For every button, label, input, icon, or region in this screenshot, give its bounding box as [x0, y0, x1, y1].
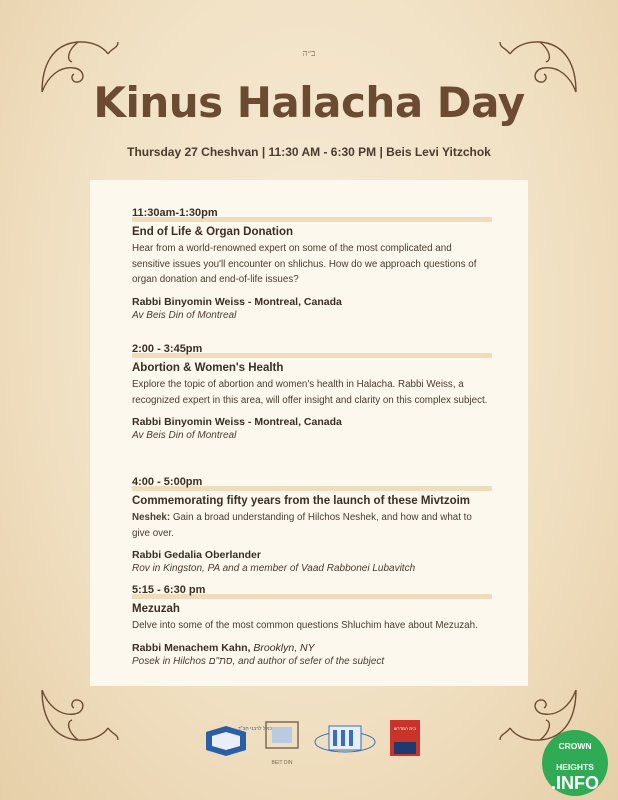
session-speaker: Rabbi Binyomin Weiss - Montreal, Canada — [132, 416, 342, 428]
bh-mark: ב״ה — [302, 49, 316, 59]
session-speaker: Rabbi Menachem Kahn, Brooklyn, NY — [132, 641, 315, 654]
corner-ornament-bottom-left — [38, 686, 122, 746]
neshek-text: Gain a broad understanding of Hilchos Neshek, and how and what to give over. — [132, 512, 472, 539]
crown-heights-info-badge[interactable] — [542, 730, 608, 796]
session-time: 2:00 - 3:45pm — [132, 343, 492, 357]
speaker-role: Rov in Kingston, PA and a member of Vaad Rabbonei Lubavitch — [132, 563, 416, 574]
session-description: Hear from a world-renowned expert on some of the most complicated and sensitive issues you'll encounter on shlichus. How do we approach questions of organ donation and end-of-life issues? — [132, 243, 477, 285]
schedule-card — [90, 180, 528, 686]
session-title: Commemorating fifty years from the launch of these Mivtzoim — [132, 495, 471, 507]
page-title: Kinus Halacha Day — [93, 78, 525, 127]
speaker-role: Posek in Hilchos סת"ם, and author of sefer of the subject — [132, 655, 385, 667]
logo-beis-hamidrash-text: בית המדרש — [393, 726, 417, 731]
badge-line-2: HEIGHTS — [556, 762, 594, 772]
logo-kollel-text: כולל לרבני חב"ד — [237, 726, 272, 732]
session-description: Explore the topic of abortion and women's health in Halacha. Rabbi Weiss, a recognized expert in this area, will offer insight and clarity on this complex subject. — [132, 379, 488, 406]
session-title: End of Life & Organ Donation — [132, 226, 293, 238]
session-3 — [132, 476, 492, 574]
session-time: 11:30am-1:30pm — [132, 207, 492, 221]
logo-beit-din — [262, 718, 302, 758]
session-title: Mezuzah — [132, 603, 180, 615]
neshek-label: Neshek: — [132, 512, 171, 523]
session-4 — [132, 584, 492, 667]
session-description: Delve into some of the most common questions Shluchim have about Mezuzah. — [132, 620, 478, 631]
speaker-role: Av Beis Din of Montreal — [132, 309, 237, 321]
logo-beit-din-text: BEIT DIN — [271, 760, 293, 766]
session-title: Abortion & Women's Health — [132, 362, 284, 374]
session-time: 4:00 - 5:00pm — [132, 476, 492, 490]
session-1 — [132, 207, 492, 321]
logo-building — [313, 718, 377, 758]
logo-beis-hamidrash — [388, 718, 422, 758]
badge-line-3: .INFO — [551, 773, 599, 793]
session-speaker: Rabbi Gedalia Oberlander — [132, 549, 261, 561]
session-speaker: Rabbi Binyomin Weiss - Montreal, Canada — [132, 295, 342, 308]
session-description — [132, 510, 492, 541]
speaker-role: Av Beis Din of Montreal — [132, 430, 237, 441]
session-2 — [132, 343, 492, 441]
badge-line-1: CROWN — [558, 741, 592, 751]
logo-kollel — [202, 718, 250, 758]
session-time: 5:15 - 6:30 pm — [132, 584, 492, 598]
event-details: Thursday 27 Cheshvan | 11:30 AM - 6:30 PM | Beis Levi Yitzchok — [127, 145, 491, 159]
